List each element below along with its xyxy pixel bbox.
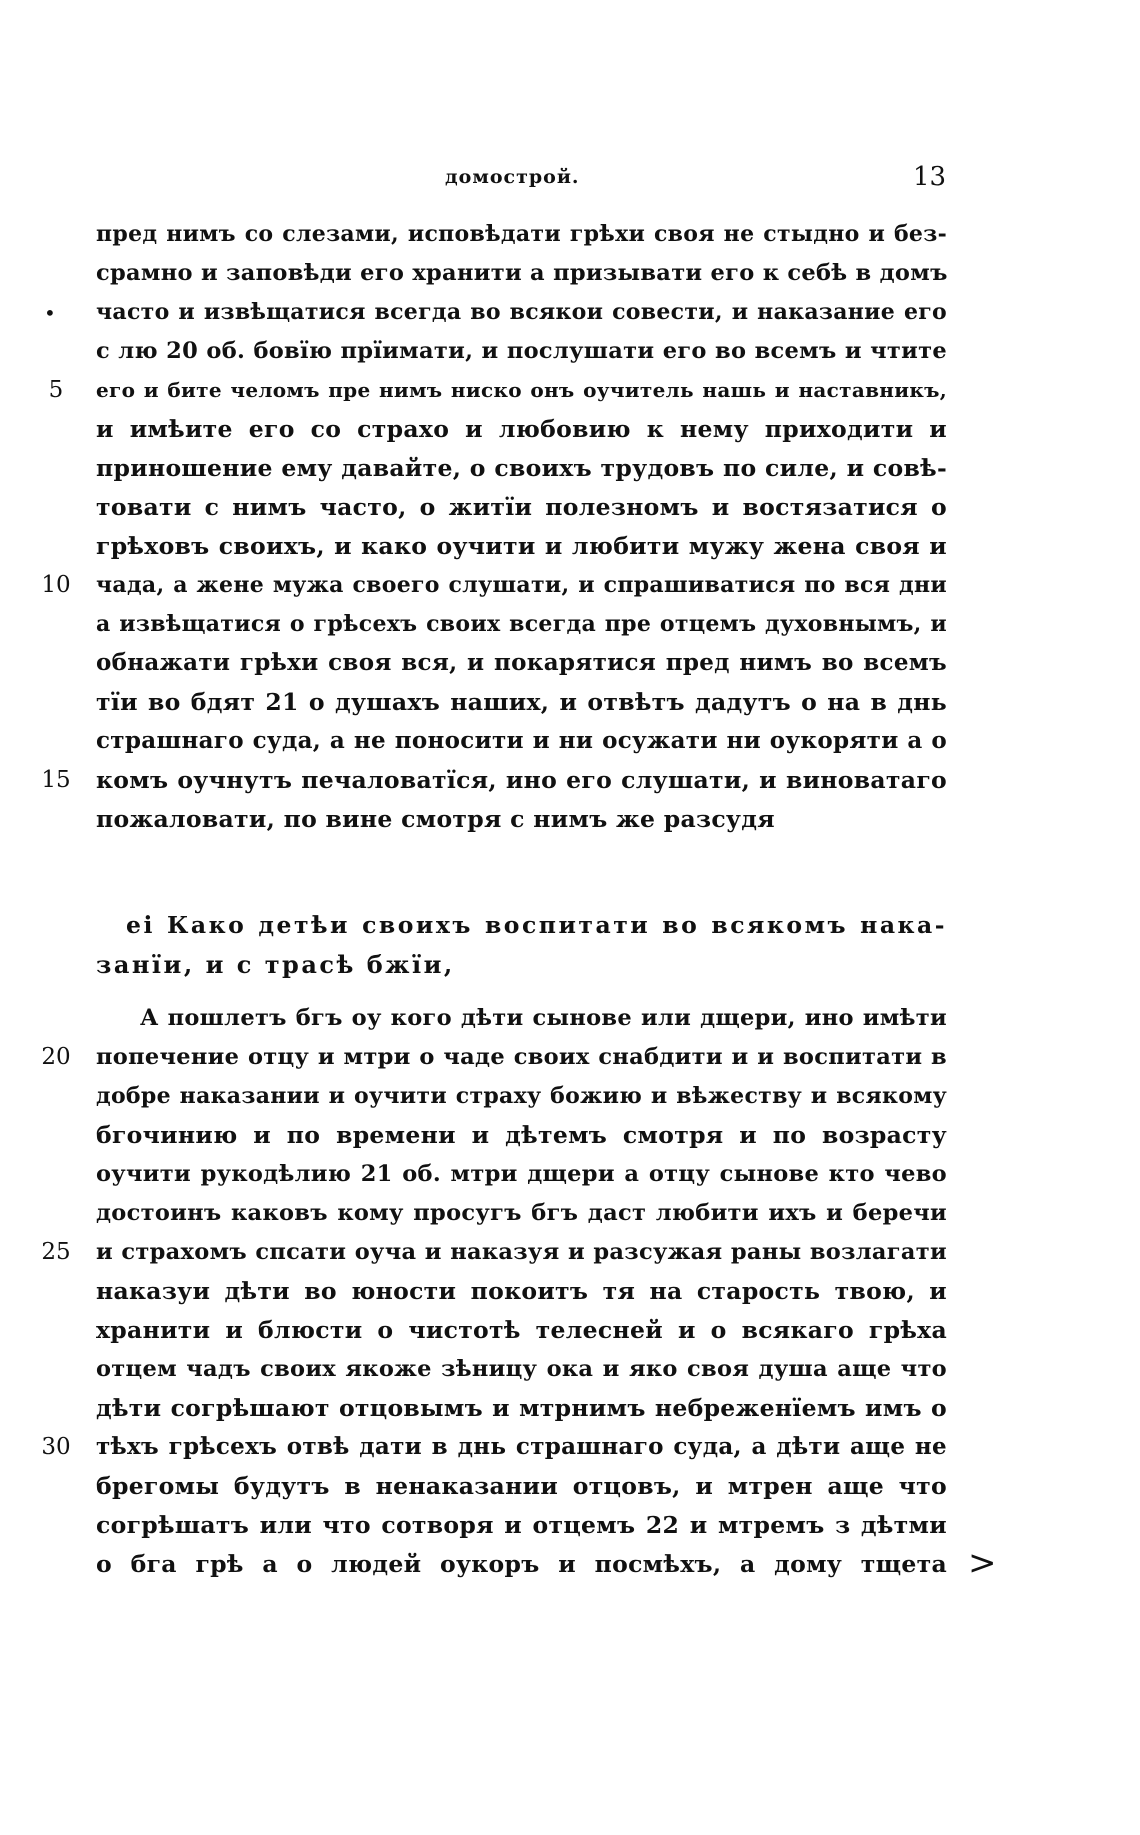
text-line: чада, а жене мужа своего слушати, и спрашиватися по вся дни (96, 572, 947, 598)
text-line: тѣхъ грѣсехъ отвѣ дати в днь страшнаго суда, а дѣти аще не (96, 1433, 947, 1460)
line-number: 30 (41, 1434, 71, 1460)
text-line: его и бите челомъ пре нимъ ниско онъ оучитель нашь и наставникъ, (96, 378, 947, 402)
margin-bracket-mark: > (968, 1543, 997, 1583)
text-line: наказуи дѣти во юности покоитъ тя на старость твою, и (96, 1277, 947, 1305)
line-number: 5 (48, 377, 64, 403)
text-line: добре наказании и оучити страху божию и вѣжеству и всякому (96, 1083, 947, 1109)
margin-dot-mark: • (44, 301, 56, 325)
line-number: 20 (41, 1044, 71, 1070)
line-number: 10 (41, 572, 71, 598)
text-line: оучити рукодѣлию 21 об. мтри дщери а отцу сынове кто чево (96, 1161, 947, 1187)
text-line: товати с нимъ часто, о житїи полезномъ и востязатися о (96, 493, 947, 521)
text-line: отцем чадъ своих якоже зѣницу ока и яко своя душа аще что (96, 1356, 947, 1382)
text-line: комъ оучнутъ печаловатїся, ино его слушати, и виноватаго (96, 766, 947, 794)
text-line: хранити и блюсти о чистотѣ телесней и о всякаго грѣха (96, 1316, 947, 1344)
text-line: А пошлетъ бгъ оу кого дѣти сынове или дщери, ино имѣти (140, 1005, 947, 1031)
text-line: пожаловати, по вине смотря с нимъ же разсудя (96, 805, 775, 833)
text-line: достоинъ каковъ кому просугъ бгъ даст любити ихъ и беречи (96, 1200, 947, 1226)
text-line: попечение отцу и мтри о чаде своих снабдити и и воспитати в (96, 1044, 947, 1070)
text-line: приношение ему давайте, о своихъ трудовъ по силе, и совѣ- (96, 454, 947, 482)
text-line: дѣти согрѣшают отцовымъ и мтрнимъ небреженїемъ имъ о (96, 1394, 947, 1422)
running-head: домострой. (445, 166, 580, 188)
section-heading-line: еі Како детѣи своихъ воспитати во всякомъ нака- (126, 911, 947, 939)
line-number: 15 (41, 767, 71, 793)
section-heading-line: занїи, и с трасѣ бжїи, (96, 950, 455, 979)
text-line: о бга грѣ а о людей оукоръ и посмѣхъ, а дому тщета (96, 1550, 947, 1578)
text-line: с лю 20 об. бовїю прїимати, и послушати его во всемъ и чтите (96, 338, 947, 364)
text-line: и страхомъ спсати оуча и наказуя и разсужая раны возлагати (96, 1239, 947, 1265)
page-number: 13 (913, 162, 947, 192)
text-line: часто и извѣщатися всегда во всякои совести, и наказание его (96, 299, 947, 325)
text-line: согрѣшатъ или что сотворя и отцемъ 22 и мтремъ з дѣтми (96, 1511, 947, 1539)
text-line: а извѣщатися о грѣсехъ своих всегда пре отцемъ духовнымъ, и (96, 611, 947, 637)
text-line: срамно и заповѣди его хранити а призывати его к себѣ в домъ (96, 260, 948, 286)
text-line: бгочинию и по времени и дѣтемъ смотря и по возрасту (96, 1121, 947, 1149)
text-line: тїи во бдят 21 о душахъ наших, и отвѣтъ дадутъ о на в днь (96, 688, 947, 716)
line-number: 25 (41, 1239, 71, 1265)
text-line: обнажати грѣхи своя вся, и покарятися пред нимъ во всемъ (96, 649, 947, 676)
text-line: пред нимъ со слезами, исповѣдати грѣхи своя не стыдно и без- (96, 221, 947, 247)
text-line: брегомы будутъ в ненаказании отцовъ, и мтрен аще что (96, 1472, 947, 1500)
text-line: грѣховъ своихъ, и како оучити и любити мужу жена своя и (96, 532, 947, 560)
text-line: и имѣите его со страхо и любовию к нему приходити и (96, 415, 947, 443)
text-line: страшнаго суда, а не поносити и ни осужати ни оукоряти а о (96, 727, 947, 754)
